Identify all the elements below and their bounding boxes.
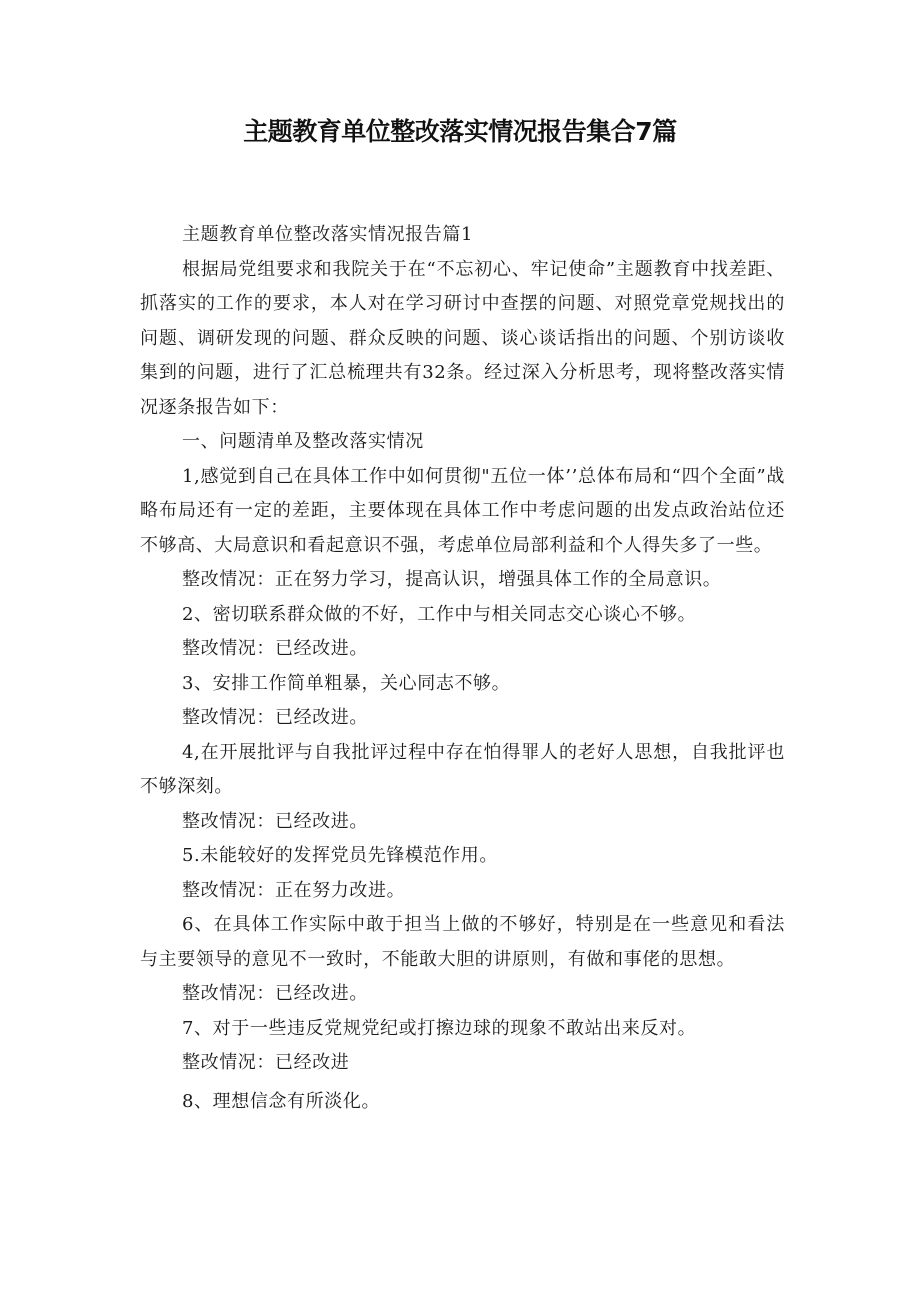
issue-item: 2、密切联系群众做的不好，工作中与相关同志交心谈心不够。 bbox=[182, 603, 697, 625]
subsection-heading: 一、问题清单及整改落实情况 bbox=[182, 431, 424, 452]
intro-paragraph: 根据局党组要求和我院关于在“不忘初心、牢记使命”主题教育中找差距、抓落实的工作的要求，本人对在学习研讨中查摆的问题、对照党章党规找出的问题、调研发现的问题、群众反映的问题、谈心谈话指出的问题、个别访谈收集到的问题，进行了汇总梳理共有32条。经过深入分析思考，现将整改落实情况逐条报告如下： bbox=[140, 258, 785, 418]
issue-item: 4,在开展批评与自我批评过程中存在怕得罪人的老好人思想，自我批评也不够深刻。 bbox=[140, 741, 785, 797]
document-body bbox=[140, 218, 785, 1119]
issue-item: 3、安排工作简单粗暴，关心同志不够。 bbox=[182, 672, 511, 694]
rectification-status: 整改情况：正在努力改进。 bbox=[182, 879, 406, 901]
rectification-status: 整改情况：已经改进。 bbox=[182, 983, 368, 1004]
rectification-status: 整改情况：正在努力学习，提高认识，增强具体工作的全局意识。 bbox=[182, 569, 722, 590]
rectification-status: 整改情况：已经改进。 bbox=[182, 707, 368, 728]
issue-item: 7、对于一些违反党规党纪或打擦边球的现象不敢站出来反对。 bbox=[182, 1017, 697, 1039]
section-heading: 主题教育单位整改落实情况报告篇1 bbox=[182, 224, 474, 245]
issue-item: 6、在具体工作实际中敢于担当上做的不够好，特别是在一些意见和看法与主要领导的意见不一致时，不能敢大胆的讲原则，有做和事佬的思想。 bbox=[140, 914, 785, 970]
issue-item: 8、理想信念有所淡化。 bbox=[182, 1090, 381, 1112]
issue-item: 1,感觉到自己在具体工作中如何贯彻"五位一体’’总体布局和“四个全面”战略布局还有一定的差距，主要体现在具体工作中考虑问题的出发点政治站位还不够高、大局意识和看起意识不强，考虑单位局部利益和个人得失多了一些。 bbox=[140, 465, 785, 556]
document-title: 主题教育单位整改落实情况报告集合7篇 bbox=[243, 117, 677, 146]
rectification-status: 整改情况：已经改进。 bbox=[182, 810, 368, 832]
rectification-status: 整改情况：已经改进 bbox=[182, 1052, 350, 1073]
rectification-status: 整改情况：已经改进。 bbox=[182, 638, 368, 659]
issue-item: 5.未能较好的发挥党员先锋模范作用。 bbox=[182, 845, 498, 866]
